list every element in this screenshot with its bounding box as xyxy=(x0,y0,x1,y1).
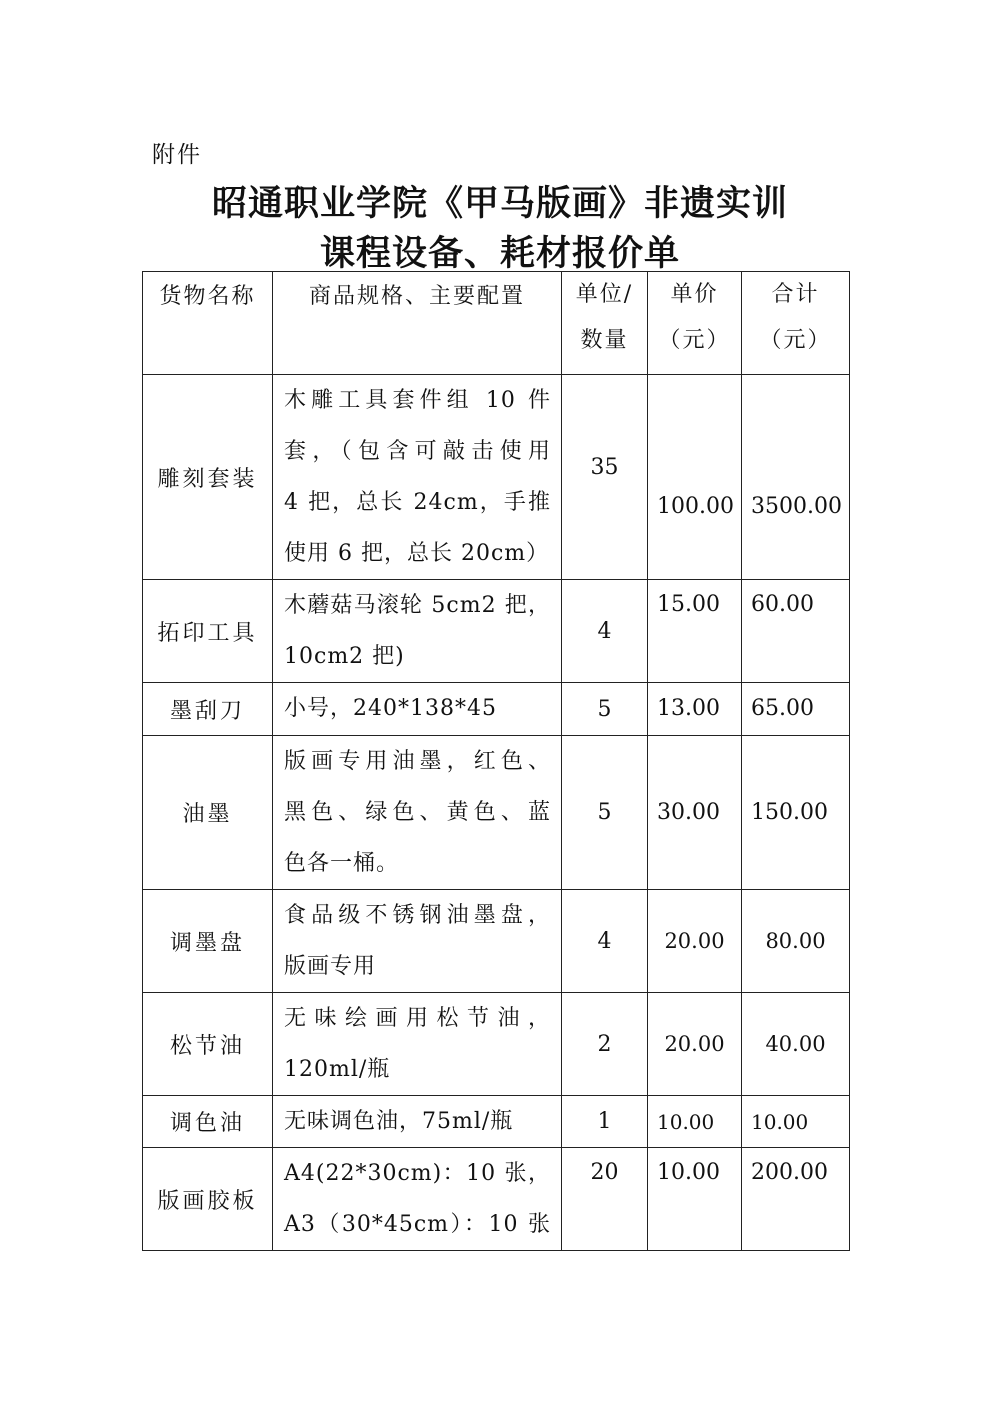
spec-line: 色各一桶。 xyxy=(284,851,400,876)
document-title-line-1: 昭通职业学院《甲马版画》非遗实训 xyxy=(211,183,788,224)
item-total: 80.00 xyxy=(742,890,850,993)
spec-line: 无味绘画用松节油， xyxy=(284,1006,551,1031)
table-row xyxy=(143,890,850,993)
spec-line: 木雕工具套件组 10 件 xyxy=(284,388,551,413)
header-total-line-1: 合计 xyxy=(771,282,820,307)
item-name: 调色油 xyxy=(143,1096,273,1148)
header-qty-line-2: 数量 xyxy=(580,328,629,353)
header-spec xyxy=(273,272,562,375)
item-price: 13.00 xyxy=(648,683,742,736)
table-row xyxy=(143,1096,850,1148)
item-price: 30.00 xyxy=(648,736,742,890)
document-title-line-2: 课程设备、耗材报价单 xyxy=(319,233,680,274)
item-spec xyxy=(273,993,562,1096)
item-spec xyxy=(273,375,562,580)
spec-line: A3（30*45cm）：10 张 xyxy=(284,1212,551,1237)
spec-line: A4(22*30cm)：10 张， xyxy=(284,1161,551,1186)
spec-line: 使用 6 把，总长 20cm） xyxy=(284,541,550,566)
item-spec xyxy=(273,1148,562,1251)
table-row xyxy=(143,580,850,683)
table-row xyxy=(143,1148,850,1251)
table-row xyxy=(143,375,850,580)
table-header-row xyxy=(143,272,850,375)
spec-line: 小号，240*138*45 xyxy=(284,696,497,721)
item-name: 墨刮刀 xyxy=(143,683,273,736)
header-spec-text: 商品规格、主要配置 xyxy=(308,284,525,309)
item-total: 40.00 xyxy=(742,993,850,1096)
quotation-table xyxy=(142,271,850,1251)
item-name: 松节油 xyxy=(143,993,273,1096)
spec-line: 版画专用油墨，红色、 xyxy=(284,749,551,774)
item-qty: 20 xyxy=(562,1148,648,1251)
item-spec xyxy=(273,736,562,890)
item-total: 200.00 xyxy=(742,1148,850,1251)
header-name-text: 货物名称 xyxy=(159,284,256,309)
item-name: 拓印工具 xyxy=(143,580,273,683)
header-qty xyxy=(562,272,648,375)
item-spec xyxy=(273,890,562,993)
item-qty: 35 xyxy=(562,375,648,580)
item-qty: 4 xyxy=(562,580,648,683)
item-qty: 1 xyxy=(562,1096,648,1148)
item-name: 版画胶板 xyxy=(143,1148,273,1251)
spec-line: 版画专用 xyxy=(284,954,377,979)
header-price-line-2: （元） xyxy=(658,328,731,353)
item-total: 60.00 xyxy=(742,580,850,683)
item-price: 20.00 xyxy=(648,890,742,993)
spec-line: 木蘑菇马滚轮 5cm2 把， xyxy=(284,593,551,618)
item-total: 65.00 xyxy=(742,683,850,736)
item-spec xyxy=(273,1096,562,1148)
header-qty-line-1: 单位/ xyxy=(575,282,634,307)
table-row xyxy=(143,683,850,736)
spec-line: 套，（包含可敲击使用 xyxy=(284,439,551,464)
item-qty: 5 xyxy=(562,736,648,890)
spec-line: 无味调色油，75ml/瓶 xyxy=(284,1109,514,1134)
spec-line: 120ml/瓶 xyxy=(284,1057,391,1082)
spec-line: 食品级不锈钢油墨盘， xyxy=(284,903,551,928)
header-total xyxy=(742,272,850,375)
item-price: 100.00 xyxy=(648,375,742,580)
item-total: 150.00 xyxy=(742,736,850,890)
spec-line: 黑色、绿色、黄色、蓝 xyxy=(284,800,551,825)
item-name: 油墨 xyxy=(143,736,273,890)
item-name: 调墨盘 xyxy=(143,890,273,993)
item-qty: 5 xyxy=(562,683,648,736)
item-total: 3500.00 xyxy=(742,375,850,580)
spec-line: 4 把，总长 24cm，手推 xyxy=(284,490,551,515)
item-price: 15.00 xyxy=(648,580,742,683)
header-price-line-1: 单价 xyxy=(670,282,719,307)
table-row xyxy=(143,736,850,890)
header-name xyxy=(143,272,273,375)
table-row xyxy=(143,993,850,1096)
item-qty: 2 xyxy=(562,993,648,1096)
item-name: 雕刻套装 xyxy=(143,375,273,580)
attachment-label: 附件 xyxy=(152,142,202,168)
item-price: 10.00 xyxy=(648,1148,742,1251)
header-price xyxy=(648,272,742,375)
item-spec xyxy=(273,683,562,736)
item-total: 10.00 xyxy=(742,1096,850,1148)
item-qty: 4 xyxy=(562,890,648,993)
item-price: 20.00 xyxy=(648,993,742,1096)
item-price: 10.00 xyxy=(648,1096,742,1148)
item-spec xyxy=(273,580,562,683)
spec-line: 10cm2 把) xyxy=(284,644,405,669)
header-total-line-2: （元） xyxy=(759,328,832,353)
